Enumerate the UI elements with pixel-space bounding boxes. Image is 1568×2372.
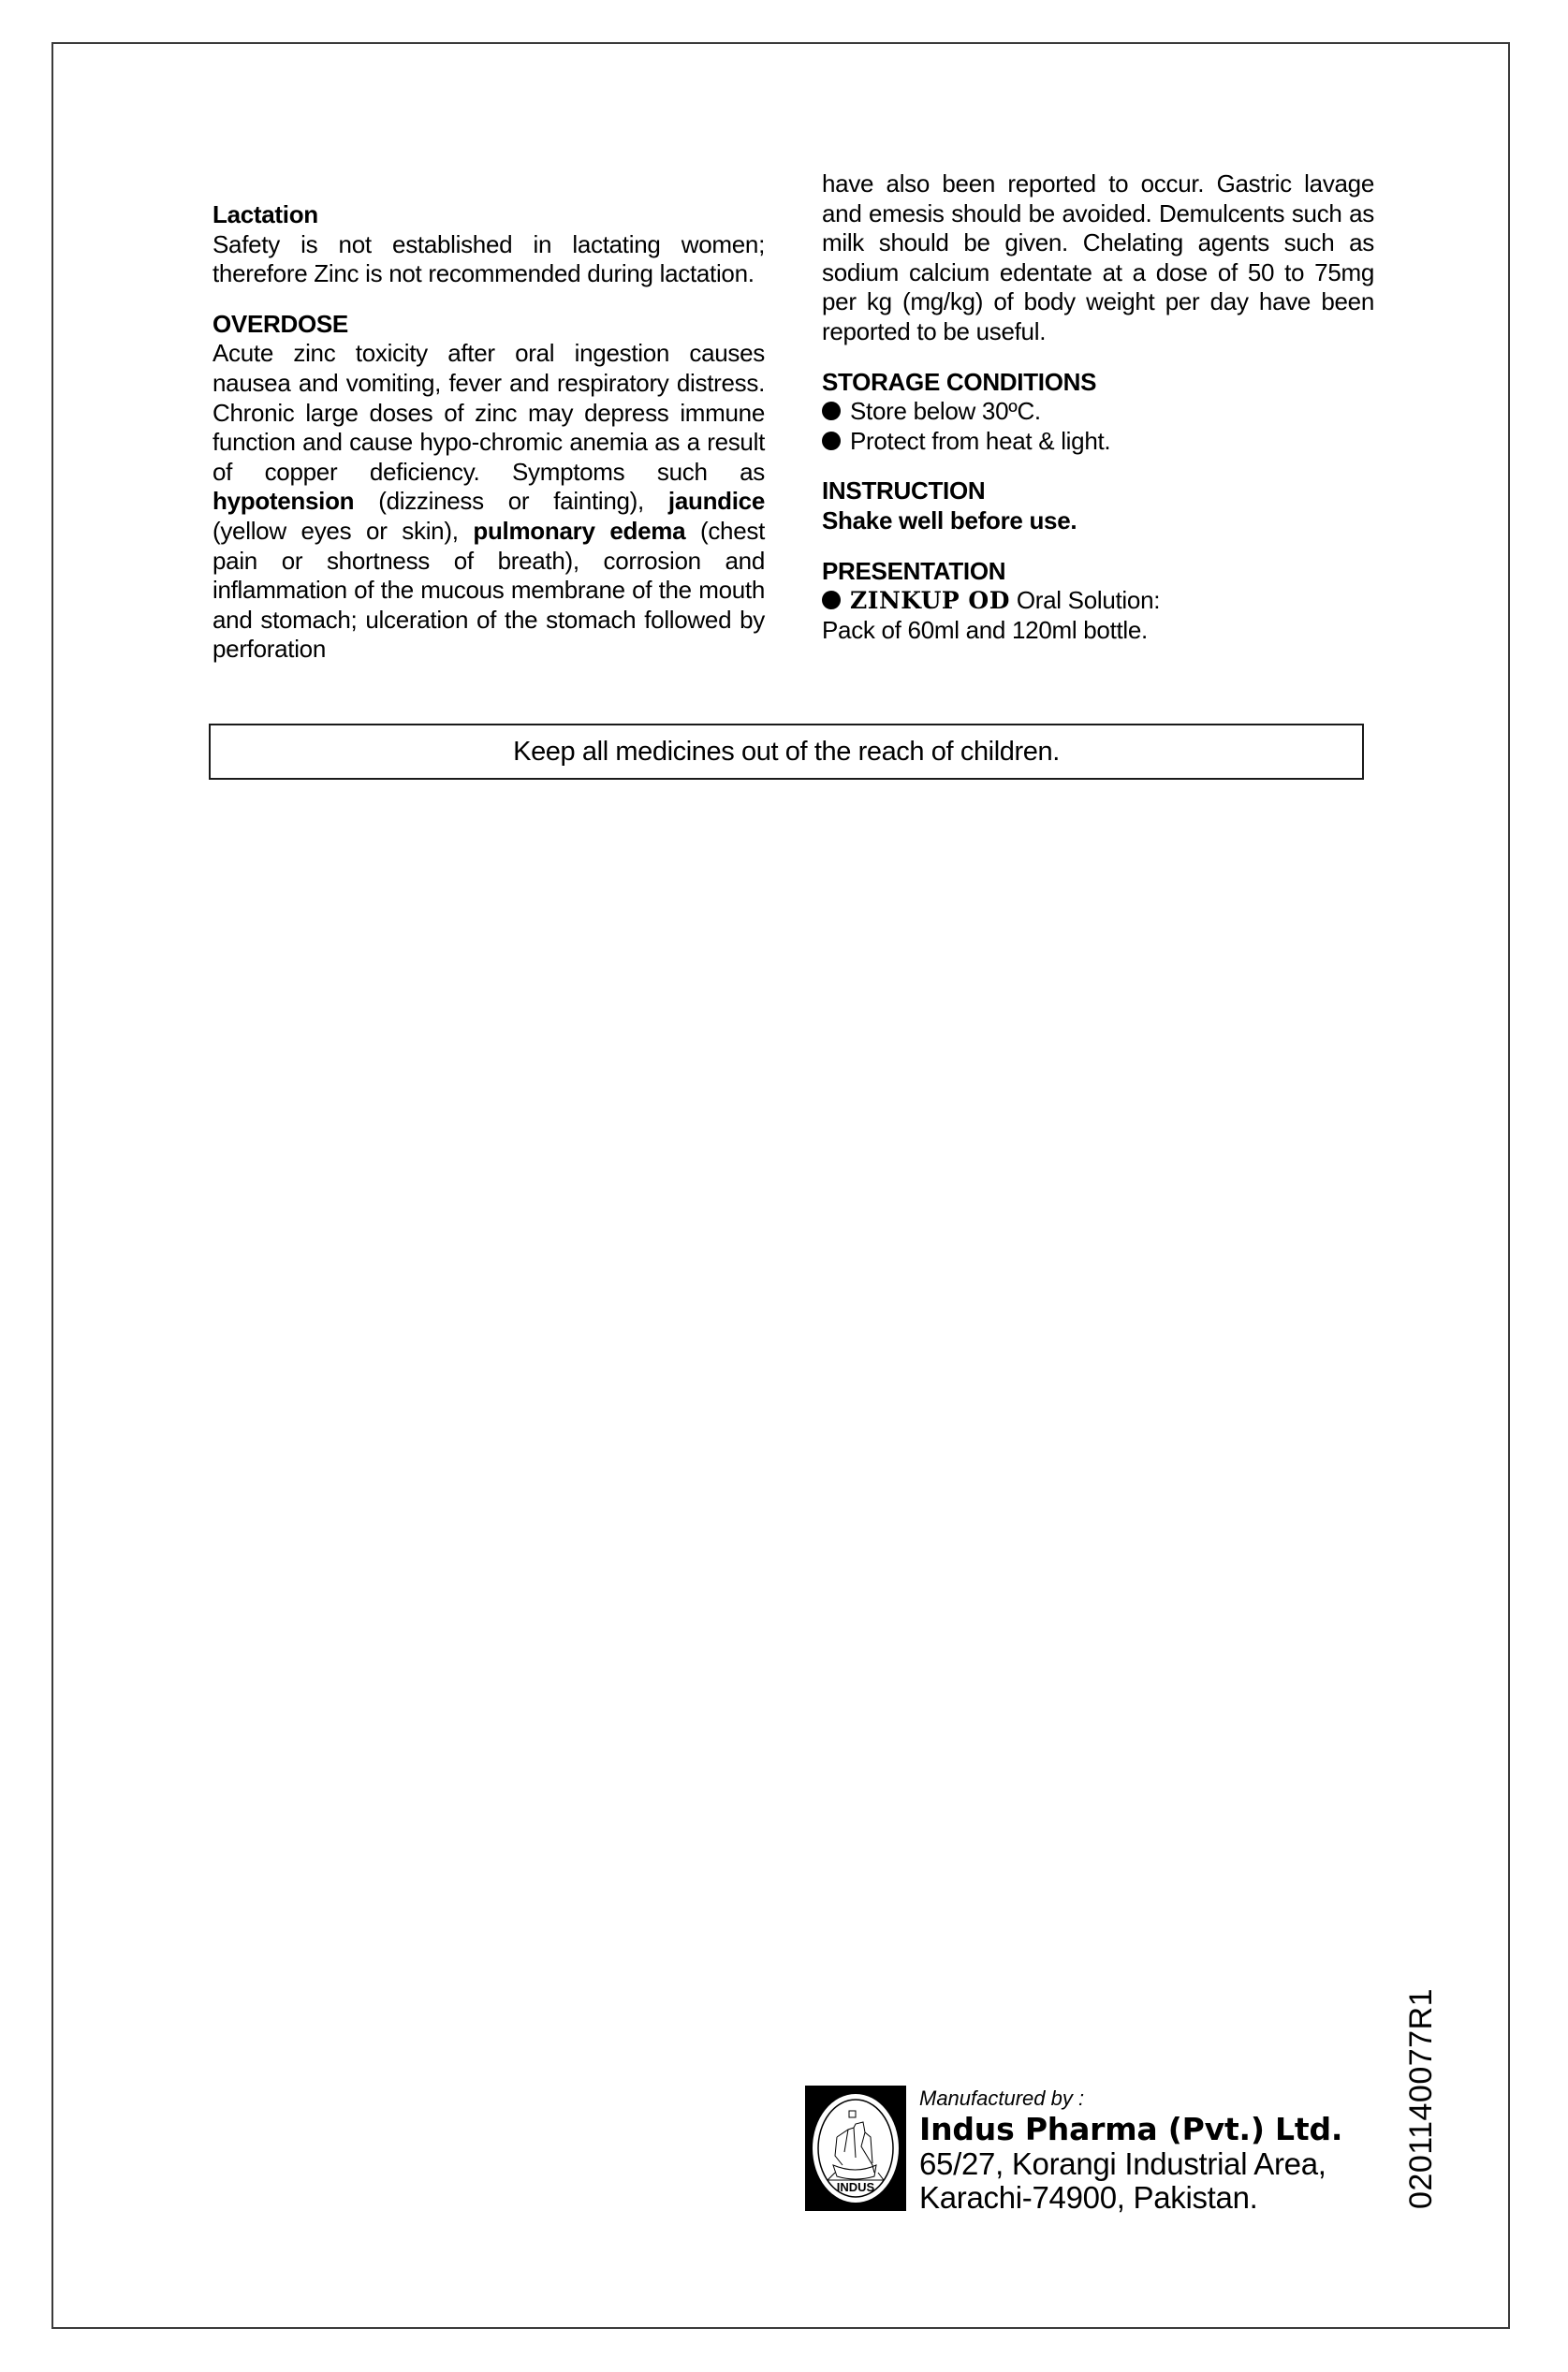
bullet-icon <box>822 591 841 609</box>
manufacturer-address-line-2: Karachi-74900, Pakistan. <box>919 2180 1258 2215</box>
storage-item <box>822 427 1374 457</box>
instruction-body: Shake well before use. <box>822 505 1077 534</box>
lactation-body: Safety is not established in lactating women; therefore Zinc is not recommended during lactation. <box>212 229 765 288</box>
term-jaundice: jaundice <box>667 487 765 516</box>
overdose-text: (dizziness or fainting), <box>354 487 668 516</box>
manufactured-by-label: Manufactured by : <box>919 2086 1085 2110</box>
overdose-text: Acute zinc toxicity after oral ingestion causes nausea and vomiting, fever and respiratory distress. Chronic large doses of zinc may depress immune function and cause hypo-chromic anemia as a result of copper deficiency. Symptoms such as <box>212 339 765 486</box>
manufacturer-text <box>919 2086 1343 2215</box>
presentation-pack: Pack of 60ml and 120ml bottle. <box>822 615 1148 644</box>
storage-section <box>822 368 1374 457</box>
svg-text:INDUS: INDUS <box>836 2180 875 2194</box>
brand-name: ZINKUP OD <box>850 587 1010 615</box>
overdose-continued <box>822 169 1374 347</box>
presentation-heading: PRESENTATION <box>822 556 1006 585</box>
overdose-heading: OVERDOSE <box>212 309 348 338</box>
overdose-text: (chest pain or shortness of breath), corrosion and inflammation of the mucous membrane of the mouth and stomach; ulceration of the stomach followed by perforation <box>212 516 765 664</box>
manufacturer-name: Indus Pharma (Pvt.) Ltd. <box>919 2111 1343 2147</box>
document-code: 0201140077R1 <box>1403 1987 1439 2209</box>
warning-text: Keep all medicines out of the reach of children. <box>513 736 1060 767</box>
instruction-section <box>822 476 1374 535</box>
storage-list <box>822 397 1374 456</box>
left-column <box>212 200 765 685</box>
storage-item-text: Store below 30ºC. <box>850 397 1041 426</box>
presentation-product <box>822 586 1374 616</box>
product-form: Oral Solution: <box>1009 586 1161 615</box>
bullet-icon <box>822 402 841 420</box>
bullet-icon <box>822 432 841 450</box>
storage-item-text: Protect from heat & light. <box>850 426 1111 455</box>
term-hypotension: hypotension <box>212 487 355 516</box>
warning-box <box>209 724 1364 780</box>
manufacturer-block <box>805 2086 1343 2215</box>
overdose-continued-body: have also been reported to occur. Gastric lavage and emesis should be avoided. Demulcents such as milk should be given. Chelating agents such as sodium calcium edentate at a dose of 50 to 75mg per kg (mg/kg) of body weight per day have been reported to be useful. <box>822 169 1374 345</box>
lactation-heading: Lactation <box>212 200 318 228</box>
indus-logo <box>805 2086 906 2211</box>
storage-heading: STORAGE CONDITIONS <box>822 367 1097 396</box>
right-column <box>822 169 1374 666</box>
overdose-text: (yellow eyes or skin), <box>212 516 474 545</box>
instruction-heading: INSTRUCTION <box>822 476 986 505</box>
ship-logo-icon <box>809 2090 902 2206</box>
storage-item <box>822 397 1374 427</box>
term-pulmonary-edema: pulmonary edema <box>473 516 686 545</box>
overdose-section <box>212 310 765 665</box>
presentation-section <box>822 557 1374 646</box>
manufacturer-address-line-1: 65/27, Korangi Industrial Area, <box>919 2146 1326 2181</box>
overdose-body <box>212 339 765 665</box>
lactation-section <box>212 200 765 289</box>
